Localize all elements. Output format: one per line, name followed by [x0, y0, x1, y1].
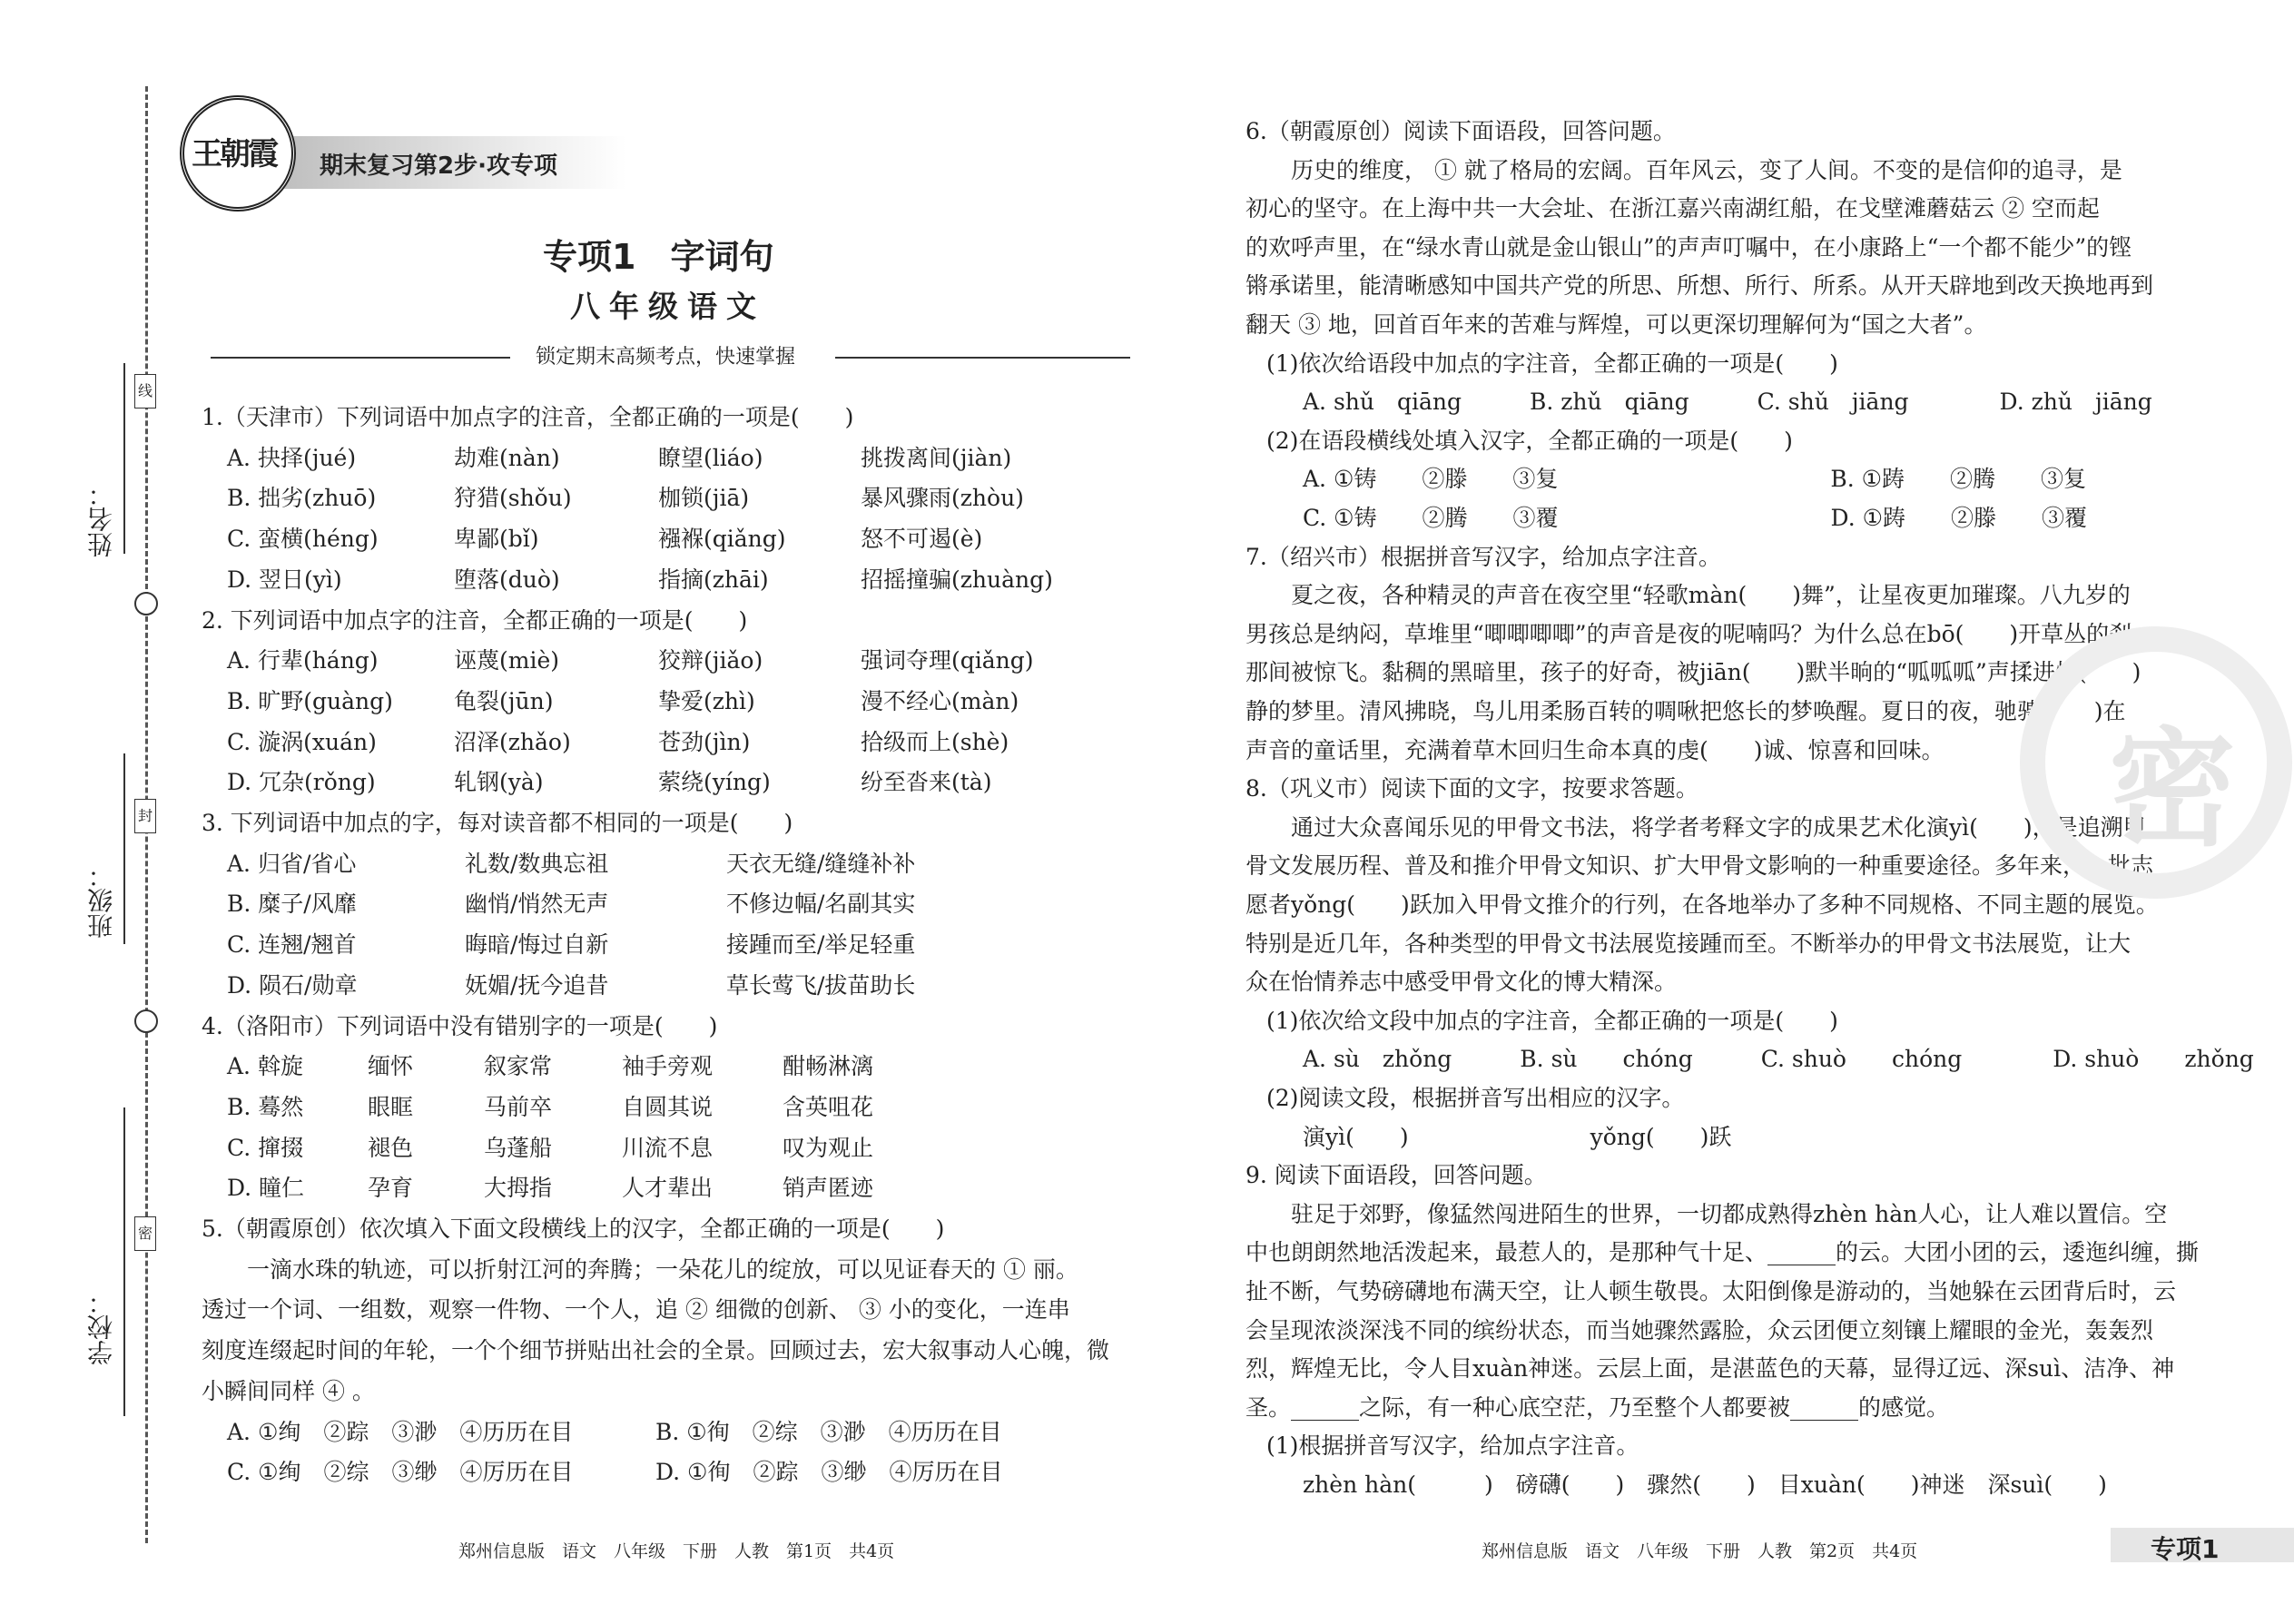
question-line: 特别是近几年，各种类型的甲骨文书法展览接踵而至。不断举办的甲骨文书法展览，让大 [1245, 930, 2132, 957]
question-line: 那间被惊飞。黏稠的黑暗里，孩子的好奇，被jiān( )默半晌的“呱呱呱”声揉进恬( ) [1245, 659, 2141, 686]
answer-option: 拾级而上(shè) [861, 728, 1009, 755]
stamp-char: 密 [2109, 715, 2237, 864]
answer-option: 接踵而至/举足轻重 [726, 931, 916, 959]
answer-option: 纷至沓来(tà) [861, 769, 992, 796]
footer-left: 郑州信息版 语文 八年级 下册 人教 第1页 共4页 [458, 1541, 895, 1561]
question-line: (2)在语段横线处填入汉字，全都正确的一项是( ) [1266, 427, 1793, 454]
question-line: A. ①铸 ②滕 ③复 B. ①踌 ②腾 ③复 [1303, 466, 2087, 493]
brand-logo [180, 95, 296, 212]
answer-option: A. 归省/省心 [227, 850, 357, 877]
answer-option: 销声匿迹 [783, 1175, 874, 1202]
answer-option: 诬蔑(miè) [454, 647, 560, 674]
school-label: 学校： [86, 1289, 116, 1365]
question-line: A. sù zhǒng B. sù chóng C. shuò chóng D. shuò zhǒng [1303, 1046, 2254, 1073]
class-label: 班级： [86, 862, 116, 939]
question-line: 骨文发展历程、普及和推介甲骨文知识、扩大甲骨文影响的一种重要途径。多年来，一批志 [1245, 852, 2154, 880]
answer-option: 挚爱(zhì) [658, 687, 755, 714]
question-line: (1)根据拼音写汉字，给加点字注音。 [1266, 1432, 1639, 1460]
question-line: 锵承诺里，能清晰感知中国共产党的所思、所想、所行、所系。从开天辟地到改天换地再到 [1245, 272, 2154, 300]
answer-option: A. ①绚 ②踪 ③渺 ④历历在目 [227, 1418, 574, 1445]
answer-option: 狩猎(shǒu) [454, 485, 572, 512]
footer-right: 郑州信息版 语文 八年级 下册 人教 第2页 共4页 [1482, 1541, 1918, 1561]
answer-option: B. ①徇 ②综 ③渺 ④历历在目 [655, 1418, 1002, 1445]
binding-hole [134, 592, 158, 615]
seal-mark: 线 [134, 374, 156, 408]
answer-option: 龟裂(jūn) [454, 687, 554, 714]
answer-option: 襁褓(qiǎng) [658, 526, 786, 553]
question-line: 演yì( ) yǒng( )跃 [1303, 1123, 1732, 1150]
answer-option: 劫难(nàn) [454, 444, 560, 471]
answer-option: 马前卒 [484, 1093, 553, 1120]
question-stem: 7.（绍兴市）根据拼音写汉字，给加点字注音。 [1245, 543, 1721, 570]
answer-option: 晦暗/悔过自新 [465, 931, 609, 959]
passage-line: 透过一个词、一组数，观察一件物、一个人，追 ② 细微的创新、 ③ 小的变化，一连串 [202, 1296, 1070, 1324]
answer-option: A. 斡旋 [227, 1053, 303, 1080]
page-title: 专项1 字词句 [543, 237, 774, 277]
answer-option: 漫不经心(màn) [861, 687, 1019, 714]
answer-option: 枷锁(jiā) [658, 485, 750, 512]
answer-option: A. 行辈(háng) [227, 647, 379, 674]
answer-option: 含英咀花 [783, 1093, 874, 1120]
passage-line: 小瞬间同样 ④ 。 [202, 1377, 375, 1404]
answer-option: B. 蓦然 [227, 1093, 304, 1120]
question-line: 驻足于郊野，像猛然闯进陌生的世界，一切都成熟得zhèn hàn人心，让人难以置信。空 [1245, 1200, 2168, 1227]
question-stem: 3. 下列词语中加点的字，每对读音都不相同的一项是( ) [202, 810, 793, 836]
answer-option: 暴风骤雨(zhòu) [861, 485, 1024, 512]
answer-option: B. 糜子/风靡 [227, 891, 357, 918]
question-stem: 8.（巩义市）阅读下面的文字，按要求答题。 [1245, 775, 1698, 802]
question-line: 圣。______之际，有一种心底空茫，乃至整个人都要被______的感觉。 [1245, 1393, 1950, 1421]
question-line: 声音的童话里，充满着草木回归生命本真的虔( )诚、惊喜和回味。 [1245, 736, 1944, 763]
question-line: (1)依次给文段中加点的字注音，全都正确的一项是( ) [1266, 1007, 1838, 1034]
seal-mark: 封 [134, 799, 156, 833]
answer-option: B. 拙劣(zhuō) [227, 485, 377, 512]
answer-option: 自圆其说 [622, 1093, 714, 1120]
answer-option: 草长莺飞/拔苗助长 [726, 971, 916, 999]
question-line: 中也朗朗然地活泼起来，最惹人的，是那种气十足、______的云。大团小团的云，逶迤纠缠，撕 [1245, 1239, 2200, 1266]
question-line: 历史的维度， ① 就了格局的宏阔。百年风云，变了人间。不变的是信仰的追寻，是 [1245, 156, 2122, 183]
question-line: A. shǔ qiāng B. zhǔ qiāng C. shǔ jiāng D. zhǔ jiāng [1303, 389, 2152, 416]
passage-line: 一滴水珠的轨迹，可以折射江河的奔腾；一朵花儿的绽放，可以见证春天的 ① 丽。 [202, 1255, 1078, 1283]
answer-option: 川流不息 [622, 1134, 714, 1161]
answer-option: 缅怀 [368, 1053, 414, 1080]
answer-option: D. 陨石/勋章 [227, 971, 358, 999]
answer-option: 沼泽(zhǎo) [454, 728, 571, 755]
question-line: 愿者yǒng( )跃加入甲骨文推介的行列，在各地举办了多种不同规格、不同主题的展览。 [1245, 891, 2159, 918]
question-line: 众在怡情养志中感受甲骨文化的博大精深。 [1245, 969, 1678, 996]
answer-option: C. 蛮横(héng) [227, 526, 379, 553]
answer-option: 孕育 [368, 1175, 414, 1202]
question-line: 翻天 ③ 地，回首百年来的苦难与辉煌，可以更深切理解何为“国之大者”。 [1245, 311, 1987, 338]
answer-option: 眼眶 [368, 1093, 414, 1120]
passage-line: 刻度连缀起时间的年轮，一个个细节拼贴出社会的全景。回顾过去，宏大叙事动人心魄，微 [202, 1337, 1110, 1364]
answer-option: 礼数/数典忘祖 [465, 850, 609, 877]
page-tag-text: 专项1 [2151, 1534, 2220, 1564]
question-stem: 4.（洛阳市）下列词语中没有错别字的一项是( ) [202, 1012, 718, 1039]
answer-option: 指摘(zhāi) [658, 566, 769, 593]
answer-option: 妩媚/抚今追昔 [465, 971, 609, 999]
answer-option: 酣畅淋漓 [783, 1053, 874, 1080]
answer-option: 卑鄙(bǐ) [454, 526, 539, 553]
page-tag [2111, 1528, 2294, 1562]
answer-option: C. 连翘/翘首 [227, 931, 357, 959]
answer-option: 大拇指 [484, 1175, 553, 1202]
question-stem: 6.（朝霞原创）阅读下面语段，回答问题。 [1245, 118, 1676, 144]
answer-option: C. ①绚 ②综 ③缈 ④厉历在目 [227, 1459, 574, 1486]
question-line: C. ①铸 ②腾 ③覆 D. ①踌 ②滕 ③覆 [1303, 505, 2088, 531]
question-line: 静的梦里。清风拂晓，鸟儿用柔肠百转的啁啾把悠长的梦唤醒。夏日的夜，驰骋( )在 [1245, 698, 2126, 724]
name-label: 姓名： [86, 481, 116, 557]
tagline: 锁定期末高频考点，快速掌握 [536, 346, 796, 369]
question-line: 初心的坚守。在上海中共一大会址、在浙江嘉兴南湖红船，在戈壁滩蘑菇云 ② 空而起 [1245, 195, 2100, 222]
question-stem: 1.（天津市）下列词语中加点字的注音，全都正确的一项是( ) [202, 404, 854, 430]
question-line: (1)依次给语段中加点的字注音，全都正确的一项是( ) [1266, 349, 1838, 377]
watermark-stamp [2020, 626, 2292, 899]
answer-option: 不修边幅/名副其实 [726, 891, 916, 918]
step-banner [263, 136, 626, 189]
school-line [123, 1107, 125, 1416]
answer-option: 挑拨离间(jiàn) [861, 444, 1012, 471]
divider [835, 357, 1130, 359]
step-banner-text: 期末复习第2步·攻专项 [320, 153, 557, 180]
answer-option: 幽悄/悄然无声 [465, 891, 609, 918]
binding-hole [134, 1009, 158, 1033]
answer-option: 叙家常 [484, 1053, 553, 1080]
answer-option: 堕落(duò) [454, 566, 560, 593]
answer-option: 强词夺理(qiǎng) [861, 647, 1034, 674]
answer-option: 人才辈出 [622, 1175, 714, 1202]
answer-option: 乌蓬船 [484, 1134, 553, 1161]
question-line: 通过大众喜闻乐见的甲骨文书法，将学者考释文字的成果艺术化演yì( )，是追溯甲 [1245, 813, 2146, 841]
answer-option: 叹为观止 [783, 1134, 874, 1161]
name-line [123, 363, 125, 554]
answer-option: 苍劲(jìn) [658, 728, 751, 755]
class-line [123, 753, 125, 944]
answer-option: 轧钢(yà) [454, 769, 544, 796]
answer-option: B. 旷野(guàng) [227, 687, 393, 714]
answer-option: A. 抉择(jué) [227, 444, 357, 471]
question-line: 夏之夜，各种精灵的声音在夜空里“轻歌màn( )舞”，让星夜更加璀璨。八九岁的 [1245, 582, 2131, 609]
question-line: 的欢呼声里，在“绿水青山就是金山银山”的声声叮嘱中，在小康路上“一个都不能少”的铿 [1245, 233, 2132, 261]
answer-option: D. ①徇 ②踪 ③缈 ④厉历在目 [655, 1459, 1003, 1486]
question-line: (2)阅读文段，根据拼音写出相应的汉字。 [1266, 1085, 1685, 1111]
answer-option: D. 翌日(yì) [227, 566, 342, 593]
question-stem: 9. 阅读下面语段，回答问题。 [1245, 1162, 1547, 1189]
page-subtitle: 八年级语文 [570, 289, 765, 324]
seal-mark: 密 [134, 1216, 156, 1251]
answer-option: D. 瞳仁 [227, 1175, 305, 1202]
question-stem: 2. 下列词语中加点字的注音，全都正确的一项是( ) [202, 606, 748, 634]
question-line: zhèn hàn( ) 磅礴( ) 骤然( ) 目xuàn( )神迷 深suì( ) [1303, 1471, 2107, 1498]
answer-option: 天衣无缝/缝缝补补 [726, 850, 916, 877]
question-line: 会呈现浓淡深浅不同的缤纷状态，而当她骤然露脸，众云团便立刻镶上耀眼的金光，轰轰烈 [1245, 1316, 2154, 1343]
logo-text: 王朝霞 [192, 136, 276, 172]
question-line: 男孩总是纳闷，草堆里“唧唧唧唧”的声音是夜的呢喃吗？为什么总在bō( )开草丛的刹 [1245, 620, 2132, 647]
question-line: 烈，辉煌无比，令人目xuàn神迷。云层上面，是湛蓝色的天幕，显得辽远、深suì、洁净、神 [1245, 1355, 2175, 1383]
answer-option: 褪色 [368, 1134, 414, 1161]
answer-option: 萦绕(yíng) [658, 769, 771, 796]
answer-option: 瞭望(liáo) [658, 444, 763, 471]
question-stem: 5.（朝霞原创）依次填入下面文段横线上的汉字，全都正确的一项是( ) [202, 1216, 945, 1242]
answer-option: 袖手旁观 [622, 1053, 714, 1080]
divider [211, 357, 510, 359]
answer-option: 怒不可遏(è) [861, 526, 983, 553]
answer-option: 狡辩(jiǎo) [658, 647, 763, 674]
answer-option: 招摇撞骗(zhuàng) [861, 566, 1053, 593]
answer-option: C. 漩涡(xuán) [227, 728, 377, 755]
answer-option: D. 冗杂(rǒng) [227, 769, 376, 796]
answer-option: C. 撺掇 [227, 1134, 304, 1161]
question-line: 扯不断，气势磅礴地布满天空，让人顿生敬畏。太阳倒像是游动的，当她躲在云团背后时，云 [1245, 1278, 2177, 1304]
